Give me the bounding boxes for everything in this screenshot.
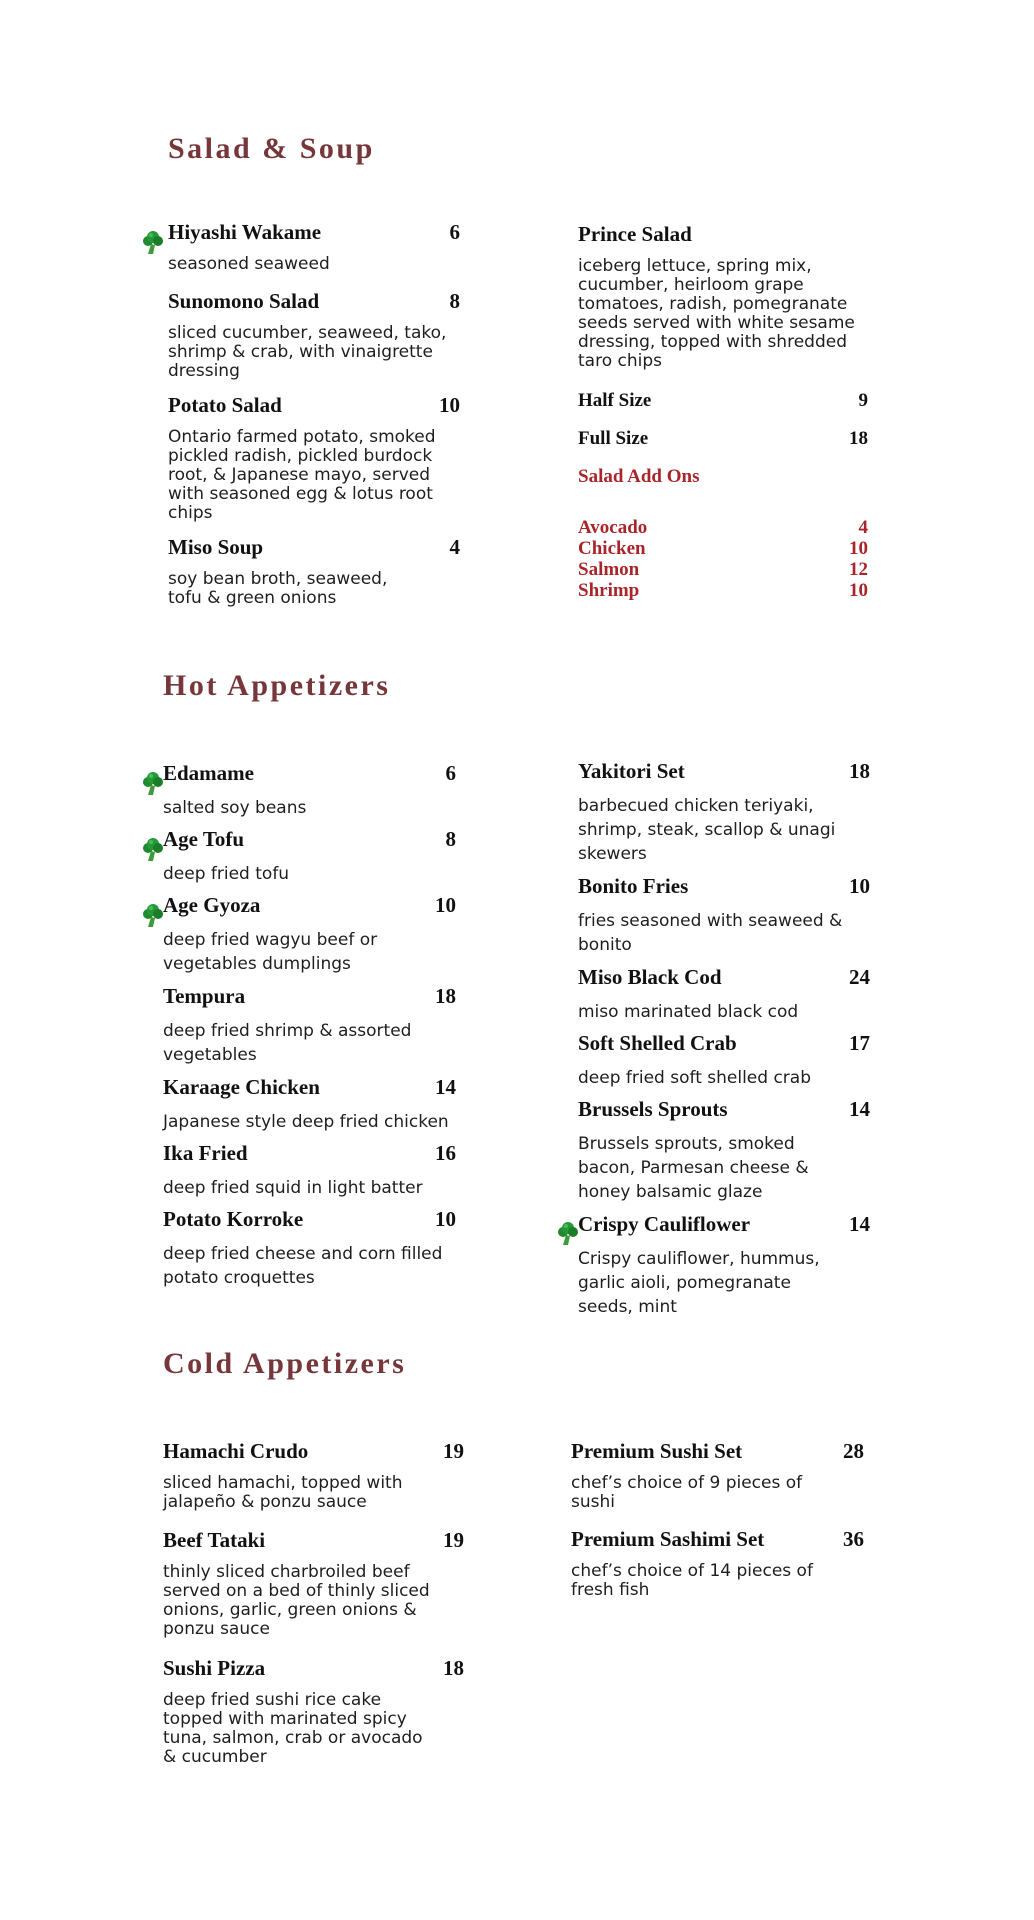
item-name: Sunomono Salad: [168, 289, 320, 313]
item-description: Ontario farmed potato, smoked pickled radish, pickled burdock root, & Japanese mayo, served with seasoned egg & lotus root chips: [168, 427, 436, 523]
item-name: Brussels Sprouts: [578, 1097, 728, 1121]
item-description: deep fried wagyu beef or vegetables dumplings: [163, 930, 378, 974]
item-description: fries seasoned with seaweed & bonito: [578, 911, 843, 955]
add-on-avocado: [578, 517, 868, 538]
size-option-half: [578, 390, 868, 412]
item-price: 36: [843, 1527, 864, 1551]
add-on-chicken: [578, 538, 868, 559]
broccoli-icon: [141, 837, 165, 863]
item-description: deep fried sushi rice cake topped with marinated spicy tuna, salmon, crab or avocado & cucumber: [163, 1690, 423, 1767]
item-description: deep fried squid in light batter: [163, 1178, 423, 1198]
menu-item-beef-tataki: [163, 1528, 464, 1639]
item-name: Sushi Pizza: [163, 1656, 266, 1680]
menu-item-prince-salad: [578, 222, 868, 371]
item-name: Ika Fried: [163, 1141, 248, 1165]
item-name: Hiyashi Wakame: [168, 220, 322, 244]
item-name: Yakitori Set: [578, 759, 685, 783]
menu-item-karaage-chicken: [163, 1075, 456, 1134]
item-price: 19: [443, 1528, 464, 1552]
add-on-price: 10: [849, 580, 868, 601]
item-description: deep fried shrimp & assorted vegetables: [163, 1021, 412, 1065]
item-description: iceberg lettuce, spring mix, cucumber, heirloom grape tomatoes, radish, pomegranate seeds served with white sesame dressing, topped with shredded taro chips: [578, 256, 855, 371]
item-name: Age Gyoza: [163, 893, 261, 917]
item-name: Age Tofu: [163, 827, 245, 851]
menu-item-yakitori-set: [578, 759, 870, 866]
menu-item-crispy-cauliflower: [578, 1212, 870, 1319]
item-name: Miso Black Cod: [578, 965, 722, 989]
add-on-name: Avocado: [578, 517, 648, 538]
section-title-cold-appetizers: Cold Appetizers: [163, 1347, 407, 1380]
size-name: Full Size: [578, 428, 649, 449]
item-price: 14: [849, 1097, 870, 1121]
broccoli-icon: [141, 903, 165, 929]
item-description: deep fried cheese and corn filled potato croquettes: [163, 1244, 443, 1288]
item-name: Bonito Fries: [578, 874, 689, 898]
item-description: chef’s choice of 14 pieces of fresh fish: [571, 1561, 813, 1600]
add-on-price: 4: [858, 517, 868, 538]
menu-item-ika-fried: [163, 1141, 456, 1200]
item-price: 19: [443, 1439, 464, 1463]
menu-item-age-tofu: [163, 827, 456, 886]
item-name: Hamachi Crudo: [163, 1439, 309, 1463]
add-on-price: 10: [849, 538, 868, 559]
menu-item-tempura: [163, 984, 456, 1067]
item-name: Prince Salad: [578, 222, 692, 246]
item-description: chef’s choice of 9 pieces of sushi: [571, 1473, 803, 1512]
menu-item-sunomono-salad: [168, 289, 460, 381]
item-description: barbecued chicken teriyaki, shrimp, steak, scallop & unagi skewers: [578, 796, 836, 864]
menu-item-sushi-pizza: [163, 1656, 464, 1767]
item-description: thinly sliced charbroiled beef served on a bed of thinly sliced onions, garlic, green onions & ponzu sauce: [163, 1562, 430, 1639]
item-description: soy bean broth, seaweed, tofu & green onions: [168, 569, 388, 608]
size-price: 9: [858, 390, 868, 411]
item-price: 17: [849, 1031, 870, 1055]
item-name: Miso Soup: [168, 535, 264, 559]
item-price: 8: [445, 827, 456, 851]
item-price: 14: [435, 1075, 456, 1099]
item-price: 4: [449, 535, 460, 559]
item-price: 24: [849, 965, 870, 989]
item-name: Beef Tataki: [163, 1528, 266, 1552]
item-price: 18: [443, 1656, 464, 1680]
item-price: 6: [445, 761, 456, 785]
size-name: Half Size: [578, 390, 652, 411]
menu-item-hiyashi-wakame: [168, 220, 460, 274]
broccoli-icon: [556, 1221, 580, 1247]
item-description: deep fried soft shelled crab: [578, 1068, 812, 1088]
menu-item-premium-sushi-set: [571, 1439, 864, 1512]
item-description: Crispy cauliflower, hummus, garlic aioli, pomegranate seeds, mint: [578, 1249, 820, 1317]
item-description: miso marinated black cod: [578, 1002, 799, 1022]
item-price: 16: [435, 1141, 456, 1165]
section-title-hot-appetizers: Hot Appetizers: [163, 669, 391, 702]
section-title-salad-soup: Salad & Soup: [168, 132, 375, 165]
menu-item-edamame: [163, 761, 456, 820]
item-price: 10: [439, 393, 460, 417]
broccoli-icon: [141, 771, 165, 797]
add-on-name: Chicken: [578, 538, 646, 559]
item-price: 10: [435, 1207, 456, 1231]
add-on-price: 12: [849, 559, 868, 580]
item-price: 14: [849, 1212, 870, 1236]
add-on-name: Salmon: [578, 559, 640, 580]
item-price: 8: [449, 289, 460, 313]
item-name: Karaage Chicken: [163, 1075, 320, 1099]
item-name: Premium Sushi Set: [571, 1439, 743, 1463]
menu-item-soft-shelled-crab: [578, 1031, 870, 1090]
item-price: 18: [849, 759, 870, 783]
size-option-full: [578, 428, 868, 450]
item-price: 6: [449, 220, 460, 244]
add-on-salmon: [578, 559, 868, 580]
menu-item-hamachi-crudo: [163, 1439, 464, 1512]
item-name: Crispy Cauliflower: [578, 1212, 751, 1236]
menu-item-premium-sashimi-set: [571, 1527, 864, 1600]
item-name: Soft Shelled Crab: [578, 1031, 737, 1055]
item-price: 28: [843, 1439, 864, 1463]
menu-item-age-gyoza: [163, 893, 456, 976]
item-description: Brussels sprouts, smoked bacon, Parmesan cheese & honey balsamic glaze: [578, 1134, 809, 1202]
size-price: 18: [849, 428, 868, 449]
item-description: sliced cucumber, seaweed, tako, shrimp & crab, with vinaigrette dressing: [168, 323, 447, 381]
broccoli-icon: [141, 230, 165, 256]
item-price: 10: [849, 874, 870, 898]
menu-item-miso-black-cod: [578, 965, 870, 1024]
salad-add-ons-heading: Salad Add Ons: [578, 466, 700, 487]
add-on-name: Shrimp: [578, 580, 640, 601]
item-description: deep fried tofu: [163, 864, 290, 884]
add-on-shrimp: [578, 580, 868, 601]
menu-item-miso-soup: [168, 535, 460, 608]
menu-item-potato-korroke: [163, 1207, 456, 1290]
item-price: 18: [435, 984, 456, 1008]
item-price: 10: [435, 893, 456, 917]
item-description: salted soy beans: [163, 798, 307, 818]
menu-item-potato-salad: [168, 393, 460, 523]
item-description: sliced hamachi, topped with jalapeño & ponzu sauce: [163, 1473, 403, 1512]
item-name: Potato Salad: [168, 393, 282, 417]
item-name: Tempura: [163, 984, 246, 1008]
item-description: Japanese style deep fried chicken: [163, 1112, 449, 1132]
menu-item-bonito-fries: [578, 874, 870, 957]
item-name: Premium Sashimi Set: [571, 1527, 765, 1551]
menu-item-brussels-sprouts: [578, 1097, 870, 1204]
item-name: Potato Korroke: [163, 1207, 304, 1231]
item-description: seasoned seaweed: [168, 254, 330, 274]
item-name: Edamame: [163, 761, 254, 785]
